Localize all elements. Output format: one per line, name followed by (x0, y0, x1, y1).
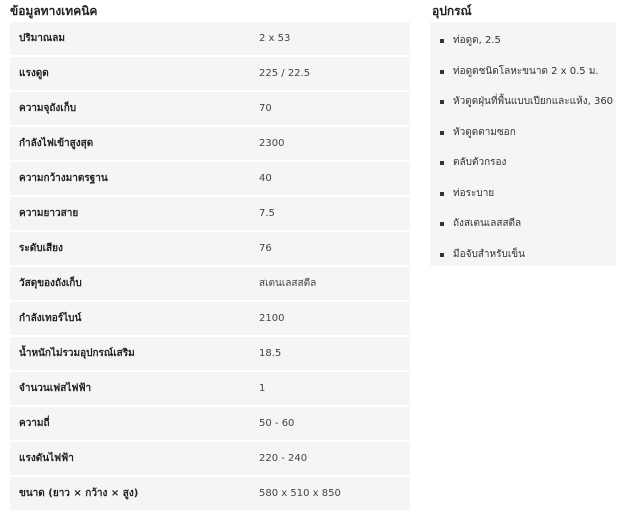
table-row (10, 91, 410, 126)
spec-value: 70 (250, 91, 410, 126)
table-row (10, 441, 410, 476)
spec-label: น้ำหนักไม่รวมอุปกรณ์เสริม (10, 336, 250, 371)
spec-value: 2300 (250, 126, 410, 161)
list-item (430, 87, 616, 118)
table-row (10, 126, 410, 161)
table-row (10, 301, 410, 336)
table-row (10, 22, 410, 56)
bullet-icon (440, 192, 444, 196)
accessories-title: อุปกรณ์ (432, 4, 472, 18)
accessories-box (430, 22, 616, 266)
list-item (430, 209, 616, 240)
table-row (10, 161, 410, 196)
spec-label: ความถี่ (10, 406, 250, 441)
table-row (10, 406, 410, 441)
accessory-label: ท่อระบาย (453, 187, 495, 199)
spec-value: 7.5 (250, 196, 410, 231)
spec-label: ความยาวสาย (10, 196, 250, 231)
table-row (10, 56, 410, 91)
list-item (430, 179, 616, 210)
list-item (430, 57, 616, 88)
accessory-label: ท่อดูด, 2.5 (453, 35, 501, 46)
spec-label: วัสดุของถังเก็บ (10, 266, 250, 301)
accessories-list (430, 26, 616, 270)
bullet-icon (440, 161, 444, 165)
table-row (10, 336, 410, 371)
accessory-label: ตลับตัวกรอง (453, 157, 507, 168)
table-row (10, 476, 410, 511)
technical-data-table (10, 22, 410, 512)
list-item (430, 240, 616, 271)
spec-label: ความกว้างมาตรฐาน (10, 161, 250, 196)
spec-value: 225 / 22.5 (250, 56, 410, 91)
accessory-label: หัวดูดตามซอก (453, 126, 516, 138)
spec-label: ความจุถังเก็บ (10, 91, 250, 126)
table-row (10, 371, 410, 406)
spec-label: ขนาด (ยาว × กว้าง × สูง) (10, 476, 250, 511)
spec-value: 18.5 (250, 336, 410, 371)
spec-value: 1 (250, 371, 410, 406)
spec-label: จำนวนเฟสไฟฟ้า (10, 371, 250, 406)
list-item (430, 26, 616, 57)
table-row (10, 266, 410, 301)
accessory-label: หัวดูดฝุ่นที่พื้นแบบเปียกและแห้ง, 360 (453, 96, 614, 107)
spec-value: 40 (250, 161, 410, 196)
bullet-icon (440, 253, 444, 257)
table-row (10, 231, 410, 266)
bullet-icon (440, 222, 444, 226)
spec-label: แรงดันไฟฟ้า (10, 441, 250, 476)
bullet-icon (440, 100, 444, 104)
bullet-icon (440, 39, 444, 43)
spec-label: แรงดูด (10, 56, 250, 91)
bullet-icon (440, 131, 444, 135)
list-item (430, 148, 616, 179)
technical-data-table-body (10, 22, 410, 511)
spec-value: สเตนเลสสตีล (250, 266, 410, 301)
bullet-icon (440, 70, 444, 74)
table-row (10, 196, 410, 231)
spec-value: 76 (250, 231, 410, 266)
spec-label: กำลังเทอร์ไบน์ (10, 301, 250, 336)
spec-label: กำลังไฟเข้าสูงสุด (10, 126, 250, 161)
list-item (430, 118, 616, 149)
spec-value: 2 x 53 (250, 22, 410, 56)
spec-value: 220 - 240 (250, 441, 410, 476)
technical-data-title: ข้อมูลทางเทคนิค (10, 4, 98, 18)
spec-value: 580 x 510 x 850 (250, 476, 410, 511)
spec-value: 2100 (250, 301, 410, 336)
spec-label: ปริมาณลม (10, 22, 250, 56)
accessory-label: มือจับสำหรับเข็น (453, 248, 525, 260)
accessory-label: ท่อดูดชนิดโลหะขนาด 2 x 0.5 ม. (453, 65, 599, 77)
spec-label: ระดับเสียง (10, 231, 250, 266)
accessory-label: ถังสเตนเลสสตีล (453, 218, 522, 229)
spec-value: 50 - 60 (250, 406, 410, 441)
